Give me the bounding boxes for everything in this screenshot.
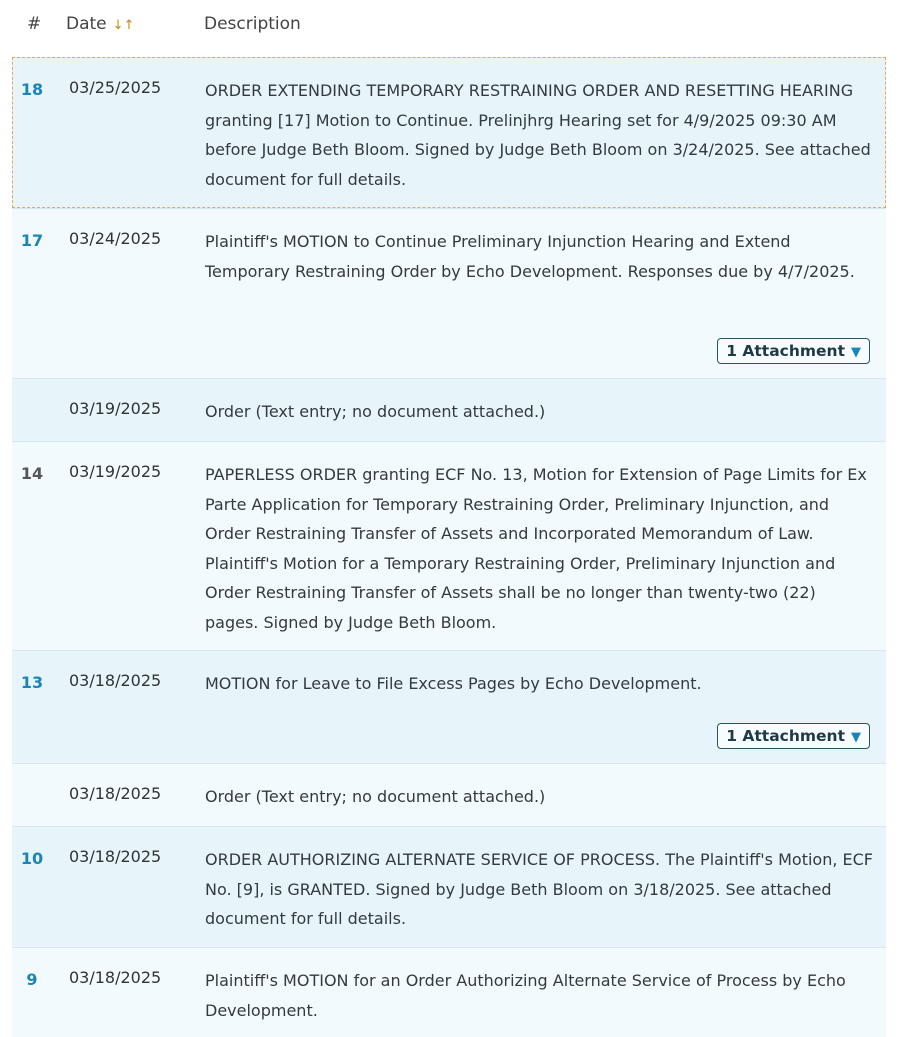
entry-date: 03/19/2025	[69, 462, 162, 481]
entry-description: Order (Text entry; no document attached.)	[205, 402, 546, 421]
entry-number-link[interactable]: 13	[20, 673, 44, 692]
entry-date: 03/18/2025	[69, 968, 162, 987]
header-date[interactable]	[66, 14, 134, 34]
table-row	[12, 208, 886, 378]
attachment-dropdown-button[interactable]	[717, 338, 870, 364]
header-description: Description	[204, 14, 301, 34]
entry-date: 03/25/2025	[69, 78, 162, 97]
entry-description: Order (Text entry; no document attached.)	[205, 787, 546, 806]
attachment-label: 1 Attachment	[726, 727, 845, 745]
table-row	[12, 650, 886, 763]
attachment-dropdown-button[interactable]	[717, 723, 870, 749]
entry-date: 03/19/2025	[69, 399, 162, 418]
attachment-label: 1 Attachment	[726, 342, 845, 360]
table-row	[12, 378, 886, 441]
header-date-label: Date	[66, 14, 107, 34]
entry-date: 03/18/2025	[69, 784, 162, 803]
entry-description: MOTION for Leave to File Excess Pages by Echo Development.	[205, 674, 702, 693]
entry-description: ORDER EXTENDING TEMPORARY RESTRAINING ORDER AND RESETTING HEARING granting [17] Motion to Continue. Prelinjhrg Hearing set for 4/9/2025 09:30 AM before Judge Beth Bloom. Signed by Judge Beth Bloom on 3/24/2025. See attached document for full details.	[205, 81, 871, 189]
entry-date: 03/18/2025	[69, 671, 162, 690]
entry-description: ORDER AUTHORIZING ALTERNATE SERVICE OF PROCESS. The Plaintiff's Motion, ECF No. [9], is GRANTED. Signed by Judge Beth Bloom on 3/18/2025. See attached document for full details.	[205, 850, 873, 928]
docket-table	[12, 0, 886, 1037]
table-row	[12, 441, 886, 650]
entry-number-link[interactable]: 17	[20, 231, 44, 250]
caret-down-icon: ▼	[851, 345, 861, 360]
table-row	[12, 826, 886, 947]
header-num: #	[27, 14, 42, 34]
sort-arrows-icon[interactable]: ↓↑	[112, 18, 135, 33]
entry-description: PAPERLESS ORDER granting ECF No. 13, Motion for Extension of Page Limits for Ex Parte Application for Temporary Restraining Order, Preliminary Injunction, and Order Restraining Transfer of Assets and Incorporated Memorandum of Law. Plaintiff's Motion for a Temporary Restraining Order, Preliminary Injunction and Order Restraining Transfer of Assets shall be no longer than twenty-two (22) pages. Signed by Judge Beth Bloom.	[205, 465, 867, 632]
entry-description: Plaintiff's MOTION to Continue Preliminary Injunction Hearing and Extend Temporary Restraining Order by Echo Development. Responses due by 4/7/2025.	[205, 232, 855, 281]
entry-number-link[interactable]: 9	[26, 970, 38, 989]
entry-number-link[interactable]: 10	[20, 849, 44, 868]
table-row	[12, 57, 886, 208]
entry-number-link[interactable]: 18	[20, 80, 44, 99]
caret-down-icon: ▼	[851, 730, 861, 745]
table-row	[12, 763, 886, 826]
entry-description: Plaintiff's MOTION for an Order Authorizing Alternate Service of Process by Echo Development.	[205, 971, 846, 1020]
table-header	[12, 0, 886, 57]
entry-date: 03/18/2025	[69, 847, 162, 866]
entry-date: 03/24/2025	[69, 229, 162, 248]
entry-number: 14	[20, 464, 44, 483]
